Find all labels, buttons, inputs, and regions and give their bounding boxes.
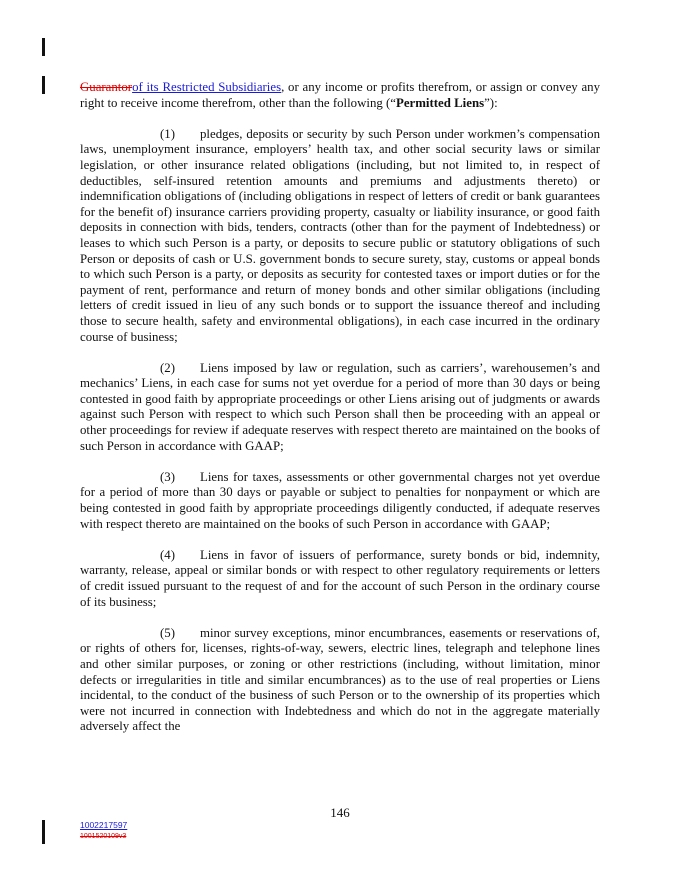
item-number: (1): [160, 126, 175, 141]
defined-term: Permitted Liens: [395, 95, 485, 110]
item-number: (2): [160, 360, 175, 375]
item-text: Liens imposed by law or regulation, such as carriers’, warehousemen’s and mechanics’ Liens, in each case for sums not yet overdue for a period of more than 30 days or being contested in good faith by appropriate proceedings or other Liens arising out of judgments or awards against such Person with respect to which such Person shall then be proceeding with an appeal or other proceedings for review if adequate reserves with respect thereto are maintained on the books of such Person in accordance with GAAP;: [80, 360, 600, 453]
item-text: minor survey exceptions, minor encumbrances, easements or reservations of, or rights of others for, licenses, rights-of-way, sewers, electric lines, telegraph and telephone lines and other similar purposes, or zoning or other restrictions (including, without limitation, minor defects or irregularities in title and similar encumbrances) as to the use of real properties or Liens incidental, to the conduct of the business of such Person or to the ownership of its properties which were not incurred in connection with Indebtedness and which do not in the aggregate materially adversely affect the: [80, 625, 600, 734]
item-text: Liens for taxes, assessments or other governmental charges not yet overdue for a period of more than 30 days or payable or subject to penalties for nonpayment or which are being contested in good faith by appropriate proceedings diligently conducted, if adequate reserves with respect thereto are maintained on the books of such Person in accordance with GAAP;: [80, 469, 600, 531]
item-number: (3): [160, 469, 175, 484]
page-number: 146: [330, 805, 350, 820]
intro-closing: ”):: [484, 95, 498, 110]
intro-paragraph: [80, 80, 600, 111]
list-item: [80, 626, 600, 735]
document-id-new[interactable]: 1002217597: [80, 820, 128, 830]
item-number: (5): [160, 625, 175, 640]
item-text: Liens in favor of issuers of performance, surety bonds or bid, indemnity, warranty, release, appeal or similar bonds or with respect to other regulatory requirements or letters of credit issued pursuant to the request of and for the account of such Person in the ordinary course of its business;: [80, 547, 600, 609]
inserted-text: of its Restricted Subsidiaries: [132, 80, 282, 94]
deleted-text: Guarantor: [80, 80, 133, 94]
change-bar: [42, 38, 45, 56]
change-bar: [42, 76, 45, 94]
list-item: [80, 470, 600, 532]
document-id-old: 1001520109v3: [80, 833, 127, 840]
document-id: [80, 820, 127, 842]
item-text: pledges, deposits or security by such Person under workmen’s compensation laws, unemployment insurance, employers’ health tax, and other social security laws or similar legislation, or other insurance related obligations (including, but not limited to, in respect of deductibles, self-insured retention amounts and premiums and adjustments thereto) or indemnification obligations of (including obligations in respect of letters of credit or bank guarantees for the benefit of) insurance carriers providing property, casualty or liability insurance, or good faith deposits in connection with bids, tenders, contracts (other than for the payment of Indebtedness) or leases to which such Person is a party, or deposits to secure public or statutory obligations of such Person or deposits of cash or U.S. government bonds to secure surety, stay, customs or appeal bonds to which such Person is a party, or deposits as security for contested taxes or import duties or for the payment of rent, performance and return of money bonds and other similar obligations (including letters of credit issued in lieu of any such bonds or to support the issuance thereof and including those to secure health, safety and environmental obligations), in each case incurred in the ordinary course of business;: [80, 126, 600, 344]
list-item: [80, 127, 600, 345]
list-item: [80, 548, 600, 610]
change-bar: [42, 820, 45, 844]
body-text: [80, 80, 600, 751]
list-item: [80, 361, 600, 455]
intro-text: , or any income or profits therefrom, or assign or convey any right to receive income therefrom, other than the following (“: [80, 80, 601, 110]
item-number: (4): [160, 547, 175, 562]
